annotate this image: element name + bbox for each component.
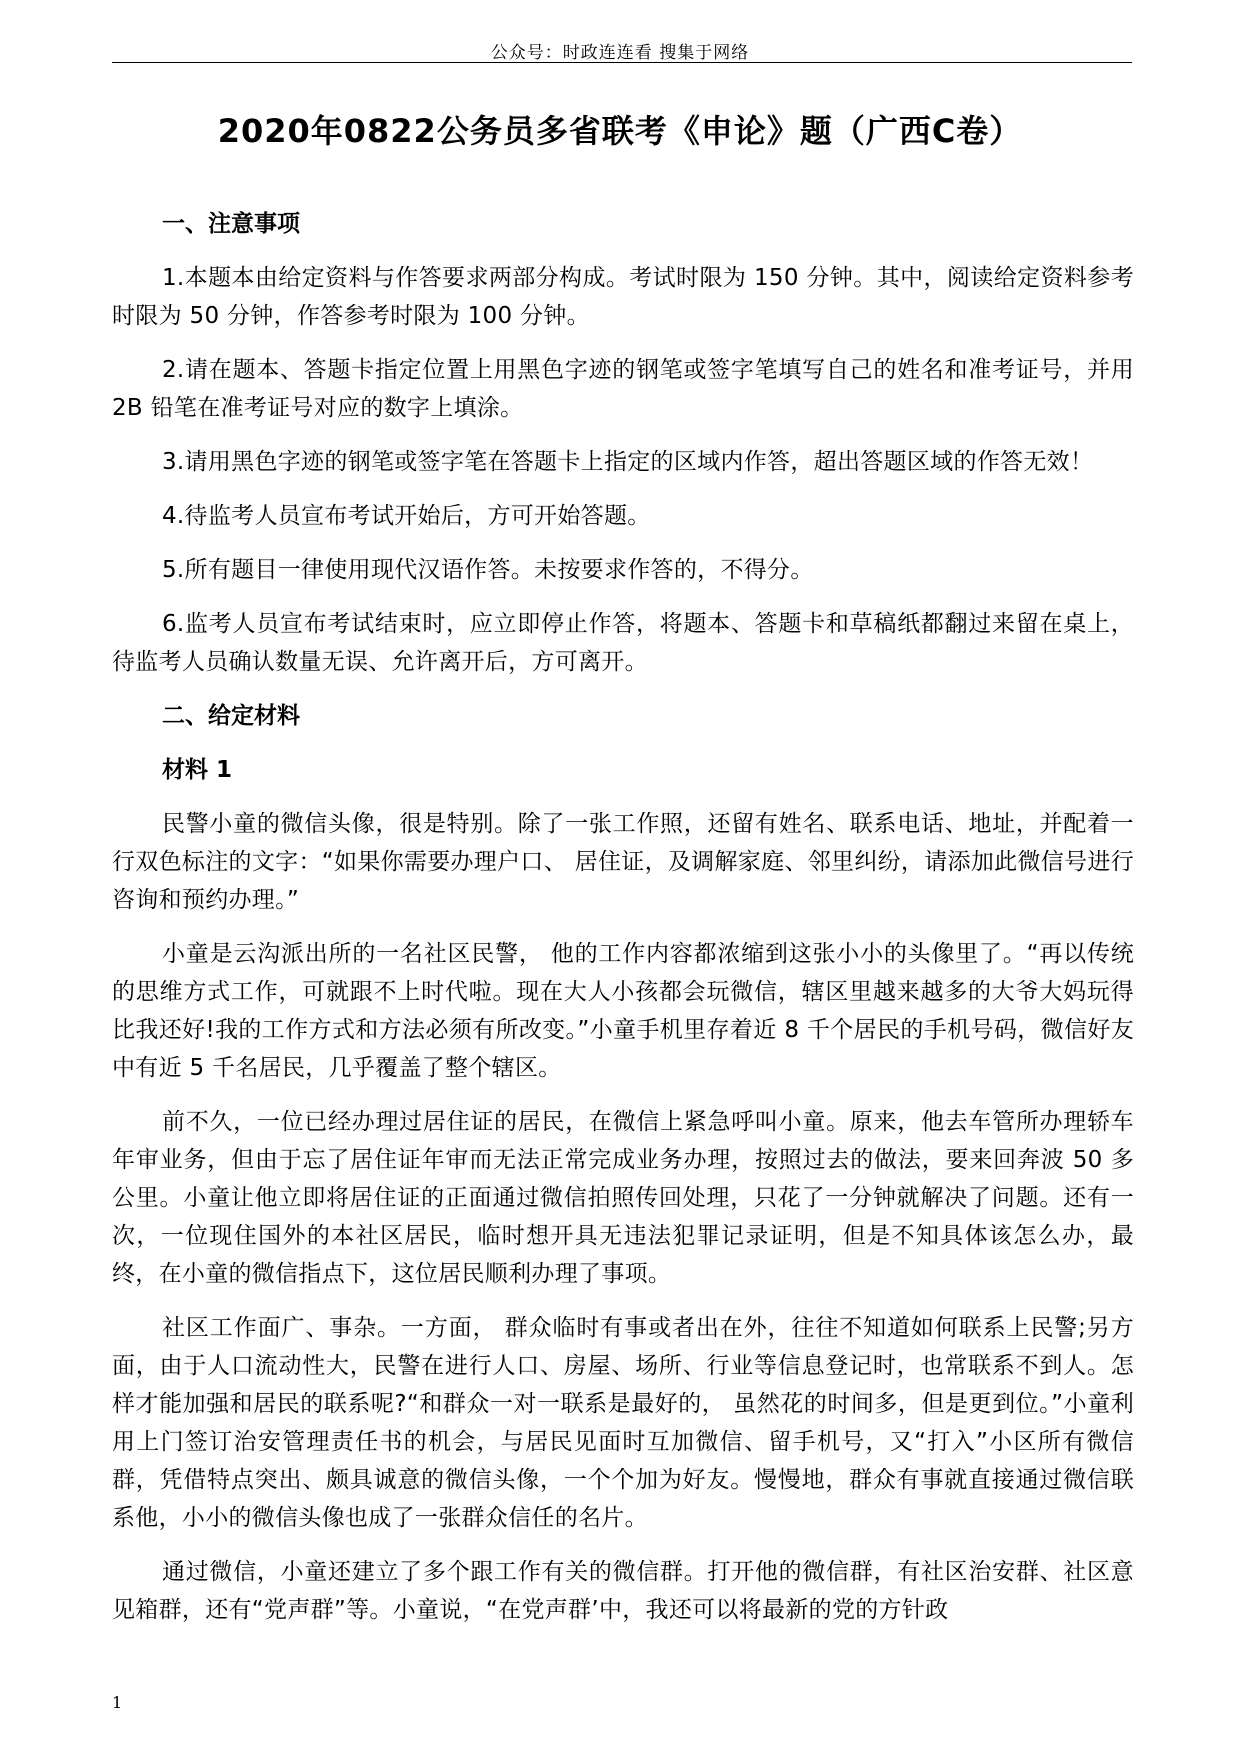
material-1-paragraph-2: 小童是云沟派出所的一名社区民警， 他的工作内容都浓缩到这张小小的头像里了。“再以传统的思维方式工作，可就跟不上时代啦。现在大人小孩都会玩微信，辖区里越来越多的大爷大妈玩得比我还好!我的工作方式和方法必须有所改变。”小童手机里存着近 8 千个居民的手机号码，微信好友中有近 5 千名居民，几乎覆盖了整个辖区。 [112,941,1134,1081]
page-number: 1 [112,1693,123,1712]
document-body [112,205,1134,1645]
notice-heading: 一、注意事项 [162,211,300,237]
document-title: 2020年0822公务员多省联考《申论》题（广西C卷） [217,112,1023,150]
material-1-paragraph-1: 民警小童的微信头像，很是特别。除了一张工作照，还留有姓名、联系电话、地址，并配着一行双色标注的文字：“如果你需要办理户口、 居住证，及调解家庭、邻里纠纷，请添加此微信号进行咨询和预约办理。” [112,811,1134,913]
header-divider [112,62,1132,63]
page-header-source: 公众号：时政连连看 搜集于网络 [490,43,750,63]
material-1-paragraph-5: 通过微信，小童还建立了多个跟工作有关的微信群。打开他的微信群，有社区治安群、社区意见箱群，还有“党声群”等。小童说，“在党声群’中，我还可以将最新的党的方针政 [112,1559,1134,1623]
notice-item-4: 4.待监考人员宣布考试开始后，方可开始答题。 [162,503,651,529]
material-heading: 二、给定材料 [162,703,300,729]
notice-item-5: 5.所有题目一律使用现代汉语作答。未按要求作答的，不得分。 [162,557,814,583]
material-1-heading: 材料 1 [162,757,233,783]
material-1-paragraph-3: 前不久，一位已经办理过居住证的居民，在微信上紧急呼叫小童。原来，他去车管所办理轿车年审业务，但由于忘了居住证年审而无法正常完成业务办理，按照过去的做法，要来回奔波 50 多公里。小童让他立即将居住证的正面通过微信拍照传回处理，只花了一分钟就解决了问题。还有一次，一位现住国外的本社区居民，临时想开具无违法犯罪记录证明，但是不知具体该怎么办，最终，在小童的微信指点下，这位居民顺利办理了事项。 [112,1109,1134,1287]
notice-item-6: 6.监考人员宣布考试结束时，应立即停止作答，将题本、答题卡和草稿纸都翻过来留在桌上，待监考人员确认数量无误、允许离开后，方可离开。 [112,611,1134,675]
notice-item-1: 1.本题本由给定资料与作答要求两部分构成。考试时限为 150 分钟。其中，阅读给定资料参考时限为 50 分钟，作答参考时限为 100 分钟。 [112,265,1134,329]
notice-item-2: 2.请在题本、答题卡指定位置上用黑色字迹的钢笔或签字笔填写自己的姓名和准考证号，并用 2B 铅笔在准考证号对应的数字上填涂。 [112,357,1134,421]
notice-item-3: 3.请用黑色字迹的钢笔或签字笔在答题卡上指定的区域内作答，超出答题区域的作答无效！ [162,449,1094,475]
material-1-paragraph-4: 社区工作面广、事杂。一方面， 群众临时有事或者出在外，往往不知道如何联系上民警;另方面，由于人口流动性大，民警在进行人口、房屋、场所、行业等信息登记时，也常联系不到人。怎样才能加强和居民的联系呢?“和群众一对一联系是最好的， 虽然花的时间多，但是更到位。”小童利用上门签订治安管理责任书的机会，与居民见面时互加微信、留手机号，又“打入”小区所有微信群，凭借特点突出、颇具诚意的微信头像，一个个加为好友。慢慢地，群众有事就直接通过微信联系他，小小的微信头像也成了一张群众信任的名片。 [112,1315,1134,1531]
